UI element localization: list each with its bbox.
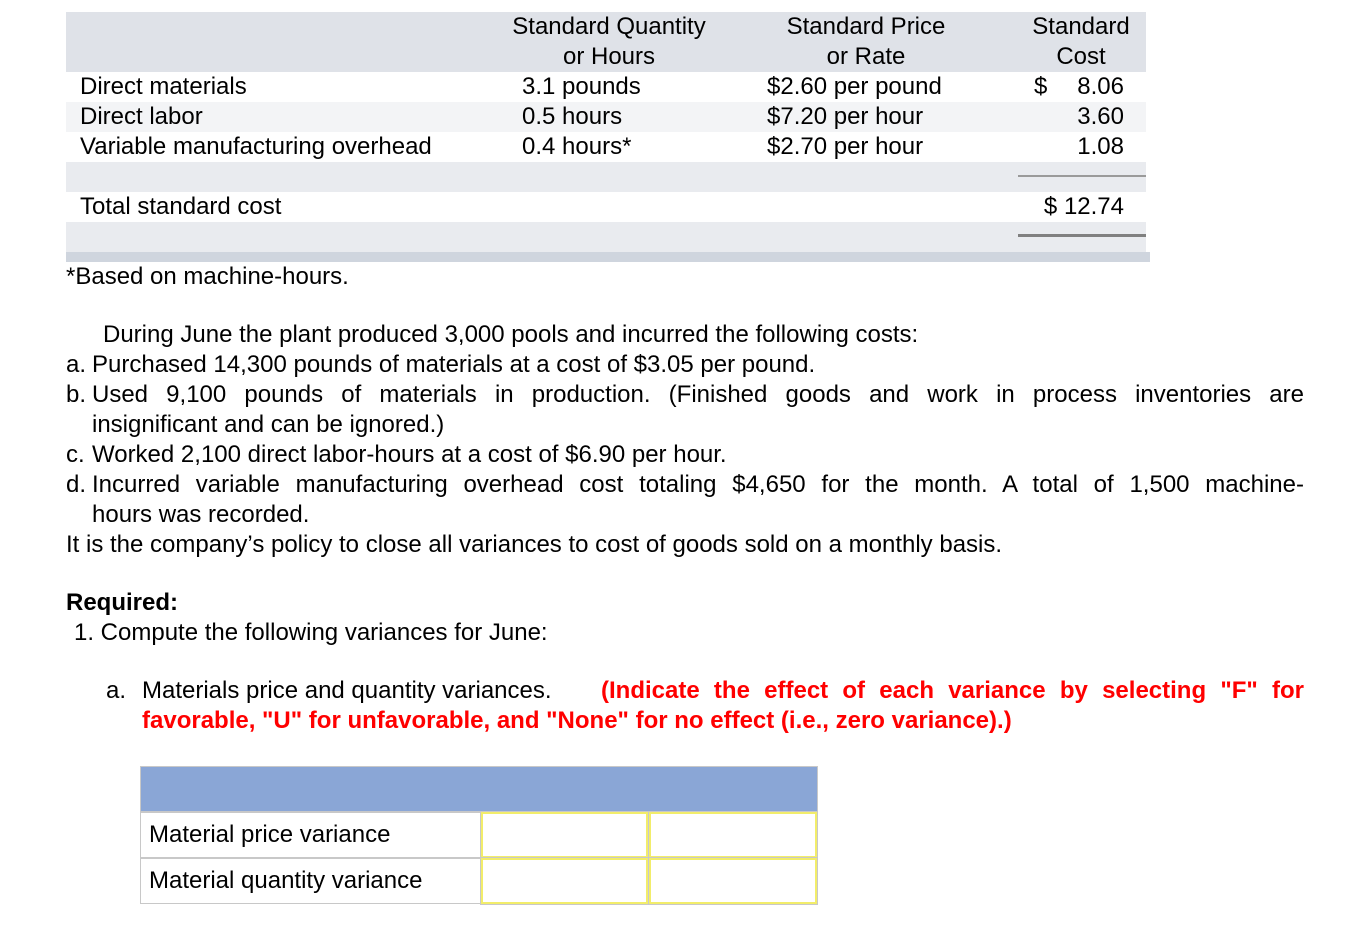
item-b-text-line1: Used 9,100 pounds of materials in production. (Finished goods and work in process inventories are — [92, 381, 1304, 408]
total-double-rule — [1018, 234, 1146, 237]
material-price-variance-effect-input[interactable] — [649, 812, 817, 858]
row-quantity-variable-overhead: 0.4 hours* — [522, 133, 632, 160]
material-quantity-variance-effect-input[interactable] — [649, 858, 817, 904]
required-heading: Required: — [66, 589, 179, 616]
header-price-line1: Standard Price — [786, 13, 946, 40]
row-cost-direct-labor: 3.60 — [1077, 103, 1124, 130]
subtotal-rule — [1018, 175, 1146, 177]
header-quantity-line1: Standard Quantity — [512, 13, 706, 40]
item-d-marker: d. — [66, 471, 87, 498]
header-cost-line2: Cost — [1056, 43, 1106, 70]
variance-answer-table — [140, 766, 818, 906]
required-item-1: 1. Compute the following variances for June: — [74, 619, 548, 646]
material-quantity-variance-label: Material quantity variance — [140, 858, 481, 904]
policy-text: It is the company’s policy to close all variances to cost of goods sold on a monthly basis. — [66, 531, 1003, 558]
item-c-text: Worked 2,100 direct labor-hours at a cost of $6.90 per hour. — [92, 441, 727, 468]
item-c-marker: c. — [66, 441, 85, 468]
row-label-direct-materials: Direct materials — [80, 73, 247, 100]
item-b-text-line2: insignificant and can be ignored.) — [92, 411, 445, 438]
item-b-marker: b. — [66, 381, 87, 408]
item-d-text-line1: Incurred variable manufacturing overhead cost totaling $4,650 for the month. A total of 1,500 machine- — [92, 471, 1304, 498]
table-bottom-strip — [66, 252, 1150, 262]
row-price-direct-materials: $2.60 per pound — [767, 73, 942, 100]
item-a-marker: a. — [66, 351, 87, 378]
material-price-variance-label: Material price variance — [140, 812, 481, 858]
row-quantity-direct-materials: 3.1 pounds — [522, 73, 641, 100]
item-d-text-line2: hours was recorded. — [92, 501, 310, 528]
sub-a-instruction-line1: (Indicate the effect of each variance by selecting "F" for — [601, 677, 1304, 704]
header-cost-line1: Standard — [1032, 13, 1130, 40]
footnote: *Based on machine-hours. — [66, 263, 349, 290]
total-value: $ 12.74 — [1043, 193, 1124, 220]
row-quantity-direct-labor: 0.5 hours — [522, 103, 623, 130]
total-label: Total standard cost — [80, 193, 282, 220]
item-a-text: Purchased 14,300 pounds of materials at a cost of $3.05 per pound. — [92, 351, 816, 378]
problem-intro: During June the plant produced 3,000 pools and incurred the following costs: — [103, 321, 919, 348]
row-label-variable-overhead: Variable manufacturing overhead — [80, 133, 432, 160]
material-quantity-variance-amount-input[interactable] — [481, 858, 648, 904]
sub-a-text: Materials price and quantity variances. — [142, 677, 552, 704]
sub-a-instruction-line2: favorable, "U" for unfavorable, and "None" for no effect (i.e., zero variance).) — [142, 707, 1012, 734]
standard-cost-table — [66, 12, 1150, 262]
material-price-variance-amount-input[interactable] — [481, 812, 648, 858]
row-cost-direct-materials: 8.06 — [1077, 73, 1124, 100]
row-price-direct-labor: $7.20 per hour — [767, 103, 924, 130]
header-price-line2: or Rate — [826, 43, 906, 70]
row-currency-symbol: $ — [1034, 73, 1048, 100]
answer-table-header — [140, 766, 818, 812]
row-cost-variable-overhead: 1.08 — [1077, 133, 1124, 160]
row-label-direct-labor: Direct labor — [80, 103, 203, 130]
total-band — [66, 222, 1146, 252]
spacer-band — [66, 162, 1146, 192]
header-quantity-line2: or Hours — [562, 43, 656, 70]
sub-a-marker: a. — [106, 677, 127, 704]
row-price-variable-overhead: $2.70 per hour — [767, 133, 924, 160]
